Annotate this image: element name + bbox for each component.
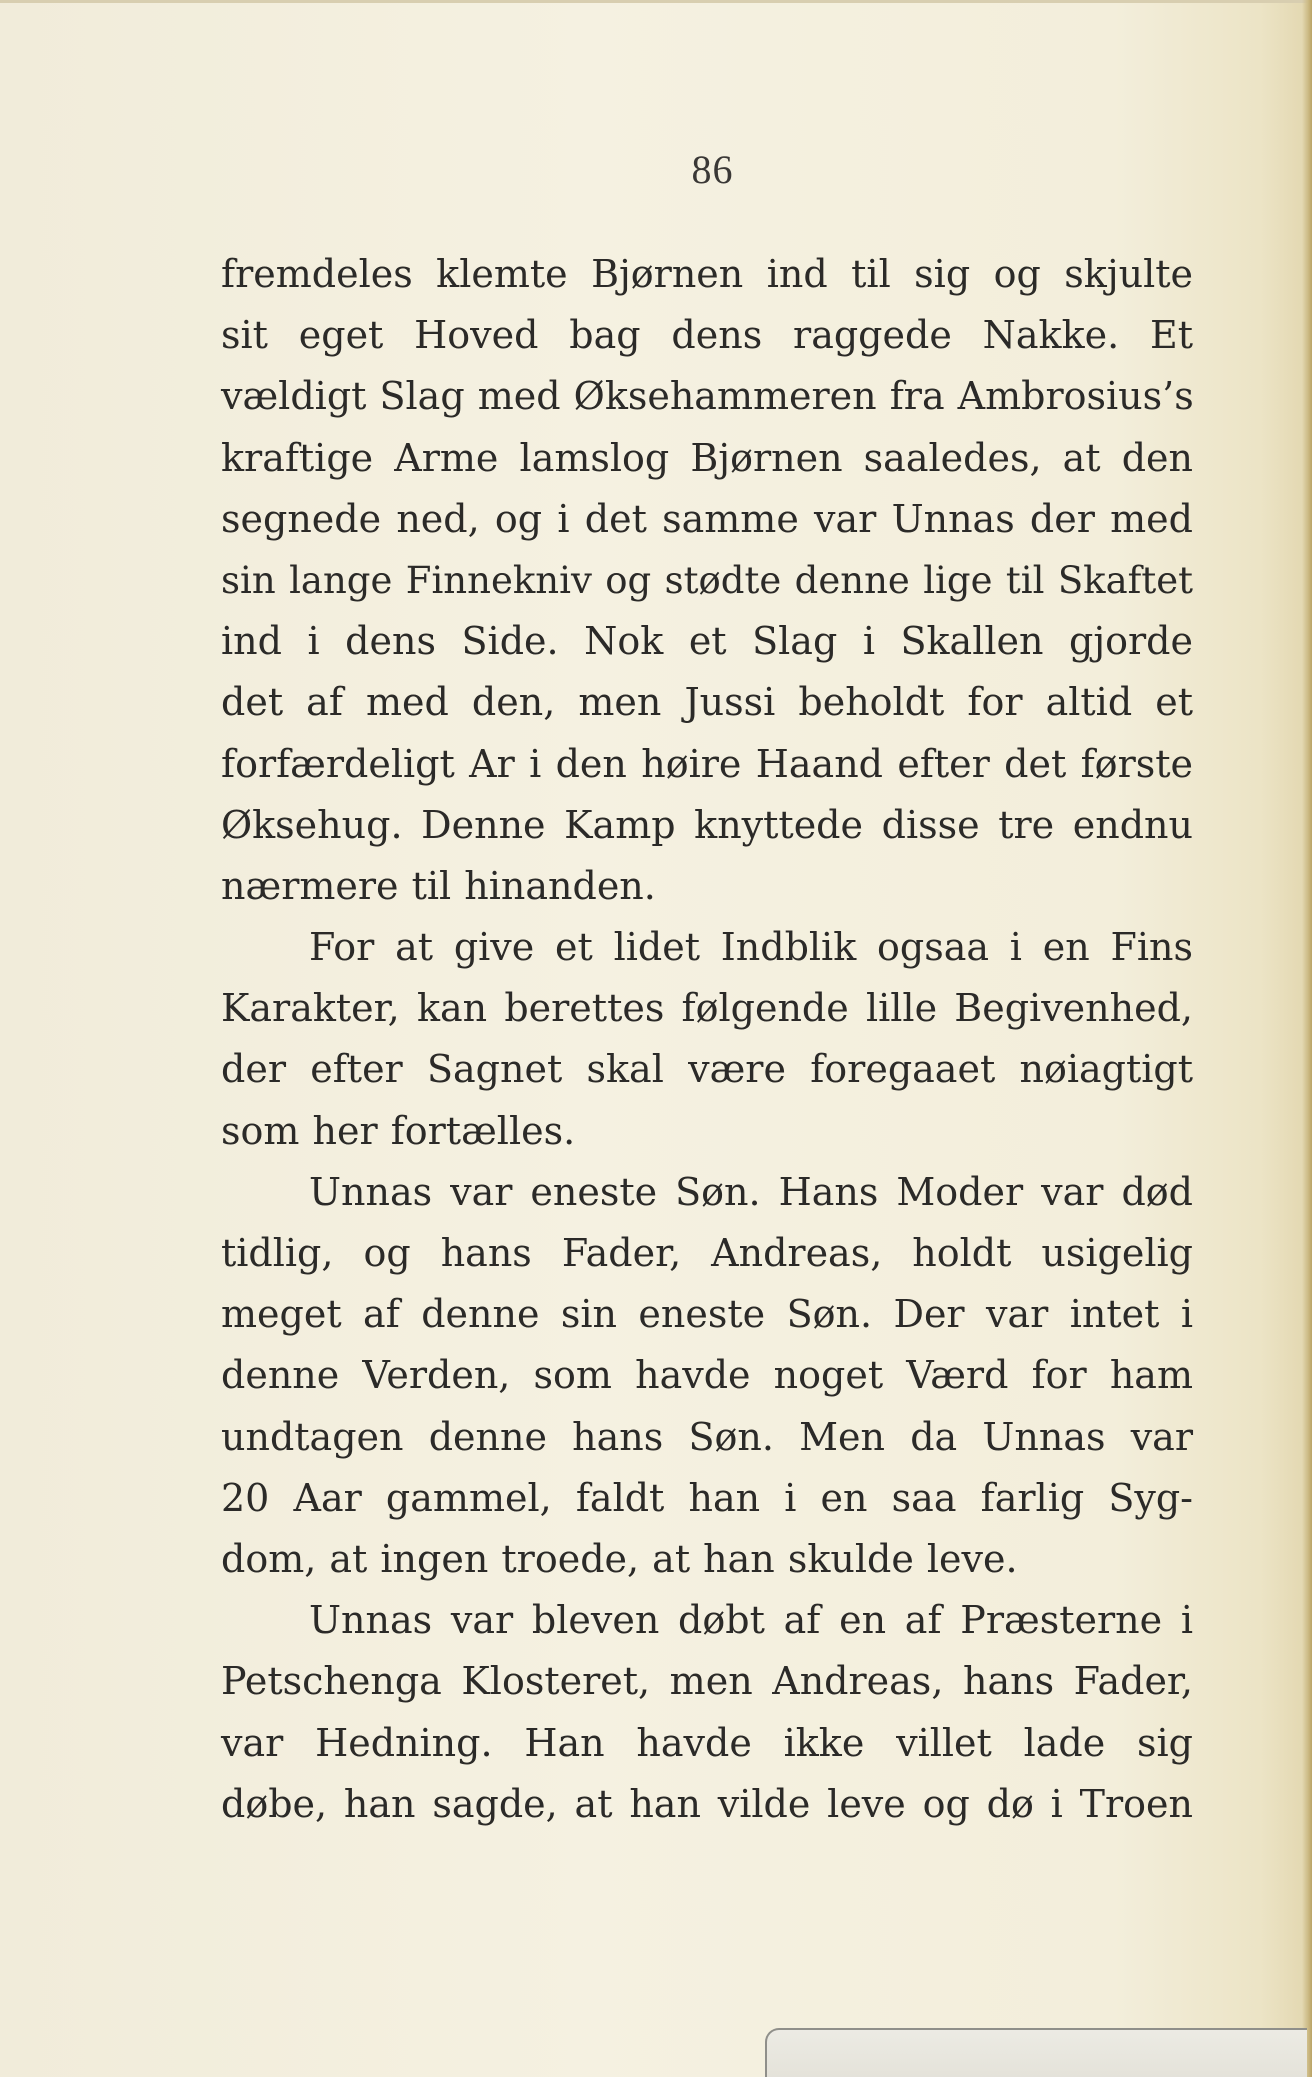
page-corner-mark bbox=[765, 2028, 1307, 2077]
text-line: ind i dens Side. Nok et Slag i Skallen gjorde bbox=[221, 619, 1193, 664]
text-line: Karakter, kan berettes følgende lille Begivenhed, bbox=[221, 986, 1193, 1031]
text-line: fremdeles klemte Bjørnen ind til sig og skjulte bbox=[221, 252, 1193, 296]
text-line: sin lange Finnekniv og stødte denne lige til Skaftet bbox=[221, 558, 1193, 602]
paragraph bbox=[221, 1162, 1193, 1590]
text-line: var Hedning. Han havde ikke villet lade sig bbox=[221, 1720, 1193, 1765]
text-line: døbe, han sagde, at han vilde leve og dø i Troen bbox=[221, 1781, 1193, 1826]
text-line: Øksehug. Denne Kamp knyttede disse tre endnu bbox=[221, 802, 1193, 847]
text-line: Unnas var bleven døbt af en af Præsterne i bbox=[309, 1598, 1193, 1643]
text-line: segnede ned, og i det samme var Unnas der med bbox=[221, 496, 1193, 541]
text-line: kraftige Arme lamslog Bjørnen saaledes, at den bbox=[221, 435, 1193, 480]
text-line: For at give et lidet Indblik ogsaa i en Fins bbox=[309, 925, 1193, 970]
text-line: der efter Sagnet skal være foregaaet nøiagtigt bbox=[221, 1047, 1193, 1092]
text-line: Unnas var eneste Søn. Hans Moder var død bbox=[309, 1169, 1193, 1214]
paragraph bbox=[221, 917, 1193, 1162]
page-top-edge bbox=[0, 0, 1312, 3]
text-line: vældigt Slag med Øksehammeren fra Ambrosius’s bbox=[221, 374, 1194, 419]
text-line: nærmere til hinanden. bbox=[221, 863, 656, 908]
text-line: undtagen denne hans Søn. Men da Unnas var bbox=[221, 1414, 1193, 1459]
text-line: 20 Aar gammel, faldt han i en saa farlig Syg- bbox=[221, 1475, 1193, 1520]
text-line: det af med den, men Jussi beholdt for altid et bbox=[221, 680, 1193, 725]
paragraph bbox=[221, 1590, 1193, 1835]
text-line: forfærdeligt Ar i den høire Haand efter det første bbox=[221, 741, 1193, 786]
text-line: sit eget Hoved bag dens raggede Nakke. Et bbox=[221, 313, 1193, 358]
paragraph bbox=[221, 244, 1193, 917]
text-line: som her fortælles. bbox=[221, 1108, 576, 1153]
text-line: meget af denne sin eneste Søn. Der var intet i bbox=[221, 1292, 1193, 1337]
text-line: dom, at ingen troede, at han skulde leve. bbox=[221, 1536, 1018, 1581]
page-right-edge-shadow bbox=[1302, 0, 1312, 2077]
page-number: 86 bbox=[691, 147, 734, 192]
text-line: denne Verden, som havde noget Værd for ham bbox=[221, 1353, 1193, 1398]
body-text bbox=[221, 244, 1193, 1835]
text-line: Petschenga Klosteret, men Andreas, hans Fader, bbox=[221, 1659, 1193, 1704]
text-line: tidlig, og hans Fader, Andreas, holdt usigelig bbox=[221, 1231, 1193, 1275]
